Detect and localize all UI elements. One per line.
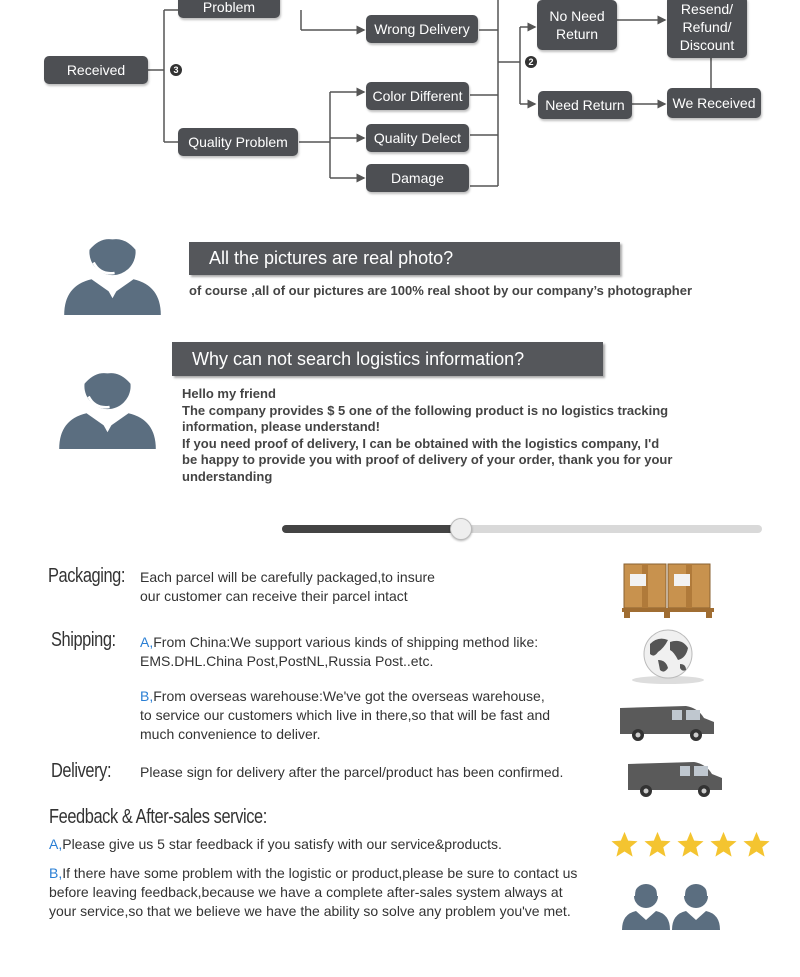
flow-quality-defect: Quality Delect bbox=[366, 124, 469, 152]
faq-answer-logistics: Hello my friend The company provides $ 5 one of the following product is no logistics tracking information, please understand! If you need proof of delivery, I can be obtained with the logistics company, I'd be happy to provide you with proof of delivery of your order, thank you for your understanding bbox=[182, 386, 673, 484]
flow-wrong-delivery: Wrong Delivery bbox=[366, 15, 478, 43]
faq-answer-photos: of course ,all of our pictures are 100% real shoot by our company’s photographer bbox=[189, 283, 693, 298]
five-star-rating bbox=[610, 830, 772, 860]
packaging-text: Each parcel will be carefully packaged,to insure our customer can receive their parcel intact bbox=[140, 569, 435, 604]
shipping-label: Shipping: bbox=[51, 629, 116, 651]
flow-we-received: We Received bbox=[667, 88, 761, 118]
slider-handle[interactable] bbox=[450, 518, 472, 540]
star-icon bbox=[709, 830, 738, 859]
flow-received: Received bbox=[44, 56, 148, 84]
shipping-overseas-text: B,From overseas warehouse:We've got the overseas warehouse, to service our customers which live in there,so that will be fast and much convenience to deliver. bbox=[140, 688, 551, 742]
star-icon bbox=[742, 830, 771, 859]
customer-service-team-icon bbox=[620, 876, 720, 930]
faq-question-logistics: Why can not search logistics information? bbox=[172, 342, 603, 376]
delivery-label: Delivery: bbox=[51, 760, 112, 782]
flow-color-different: Color Different bbox=[366, 82, 469, 110]
feedback-heading: Feedback & After-sales service: bbox=[49, 806, 267, 828]
step-3-badge: 3 bbox=[170, 64, 182, 76]
shipping-china-text: A,From China:We support various kinds of shipping method like: EMS.DHL.China Post,PostNL,Russia Post..etc. bbox=[140, 634, 539, 669]
packaging-label: Packaging: bbox=[48, 565, 126, 587]
flow-resend-refund-discount: Resend/ Refund/ Discount bbox=[667, 0, 747, 58]
support-agent-icon bbox=[55, 344, 160, 449]
step-2-badge: 2 bbox=[525, 56, 537, 68]
faq-question-photos: All the pictures are real photo? bbox=[189, 242, 620, 275]
parcel-boxes-icon bbox=[620, 560, 716, 620]
star-icon bbox=[643, 830, 672, 859]
star-icon bbox=[676, 830, 705, 859]
delivery-van-icon bbox=[616, 696, 718, 744]
support-agent-icon bbox=[60, 210, 165, 315]
feedback-stars-text: A,Please give us 5 star feedback if you satisfy with our service&products. bbox=[49, 836, 502, 852]
slider-fill bbox=[282, 525, 460, 533]
feedback-after-sales-text: B,If there have some problem with the logistic or product,please be sure to contact us before leaving feedback,because we have a complete after-sales system always at your service,so that we believe we have the ability so solve any problem you've met. bbox=[49, 865, 578, 919]
slider-track[interactable] bbox=[282, 525, 762, 533]
flow-need-return: Need Return bbox=[538, 91, 632, 119]
delivery-text: Please sign for delivery after the parcel/product has been confirmed. bbox=[140, 764, 564, 780]
flow-damage: Damage bbox=[366, 164, 469, 192]
flow-no-need-return: No Need Return bbox=[537, 0, 617, 50]
world-globe-icon bbox=[624, 628, 712, 686]
flow-problem: Problem bbox=[178, 0, 280, 18]
delivery-van-icon bbox=[624, 752, 726, 800]
star-icon bbox=[610, 830, 639, 859]
flow-quality-problem: Quality Problem bbox=[178, 128, 298, 156]
